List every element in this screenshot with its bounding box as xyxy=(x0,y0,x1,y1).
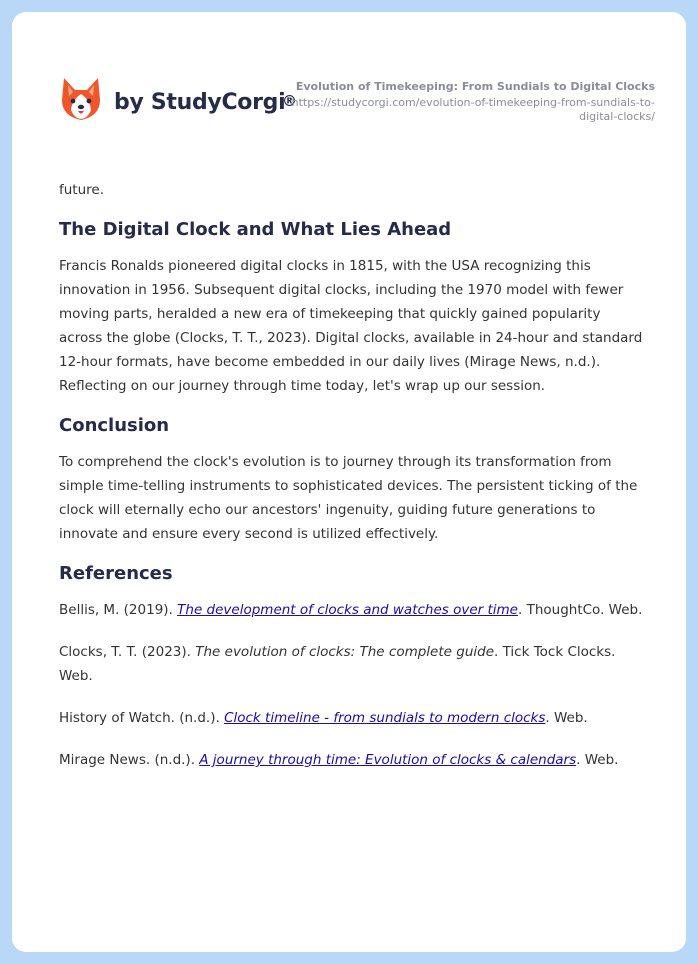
reference-item xyxy=(59,598,643,622)
brand-name: by StudyCorgi xyxy=(114,89,286,115)
reference-item xyxy=(59,748,643,772)
reference-link[interactable]: A journey through time: Evolution of clocks & calendars xyxy=(199,752,577,768)
section-heading-digital-clock: The Digital Clock and What Lies Ahead xyxy=(59,219,452,240)
document-body xyxy=(59,178,643,790)
document-title: Evolution of Timekeeping: From Sundials to Digital Clocks xyxy=(295,80,655,93)
reference-author: Clocks, T. T. (2023). xyxy=(59,644,196,660)
reference-source: . Web. xyxy=(576,752,619,768)
reference-source: . ThoughtCo. Web. xyxy=(518,602,643,618)
corgi-icon xyxy=(60,76,102,122)
document-meta xyxy=(275,80,655,124)
section-text-conclusion: To comprehend the clock's evolution is to journey through its transformation from simple time-telling instruments to sophisticated devices. The persistent ticking of the clock will eternally echo our ancestors' ingenuity, guiding future generations to innovate and ensure every second is utilized effectively. xyxy=(59,454,638,542)
reference-author: Bellis, M. (2019). xyxy=(59,602,178,618)
document-url[interactable]: https://studycorgi.com/evolution-of-timekeeping-from-sundials-to-digital-clocks/ xyxy=(291,96,655,123)
document-page xyxy=(12,12,686,952)
reference-author: History of Watch. (n.d.). xyxy=(59,710,225,726)
reference-title: The evolution of clocks: The complete guide xyxy=(195,644,494,660)
reference-link[interactable]: The development of clocks and watches over time xyxy=(177,602,518,618)
reference-author: Mirage News. (n.d.). xyxy=(59,752,200,768)
section-text-digital-clock: Francis Ronalds pioneered digital clocks in 1815, with the USA recognizing this innovation in 1956. Subsequent digital clocks, including the 1970 model with fewer moving parts, heralded a new era of timekeeping that quickly gained popularity across the globe (Clocks, T. T., 2023). Digital clocks, available in 24-hour and standard 12-hour formats, have become embedded in our daily lives (Mirage News, n.d.). Reflecting on our journey through time today, let's wrap up our session. xyxy=(59,258,643,394)
reference-source: . Web. xyxy=(545,710,588,726)
studycorgi-logo[interactable] xyxy=(60,76,285,122)
reference-item xyxy=(59,706,643,730)
reference-item xyxy=(59,640,643,688)
section-heading-conclusion: Conclusion xyxy=(59,415,170,436)
registered-mark: ® xyxy=(282,92,297,110)
lead-text: future. xyxy=(59,182,105,198)
reference-link[interactable]: Clock timeline - from sundials to modern clocks xyxy=(224,710,546,726)
reference-source: . Tick Tock Clocks. Web. xyxy=(59,644,616,684)
section-heading-references: References xyxy=(59,563,173,584)
